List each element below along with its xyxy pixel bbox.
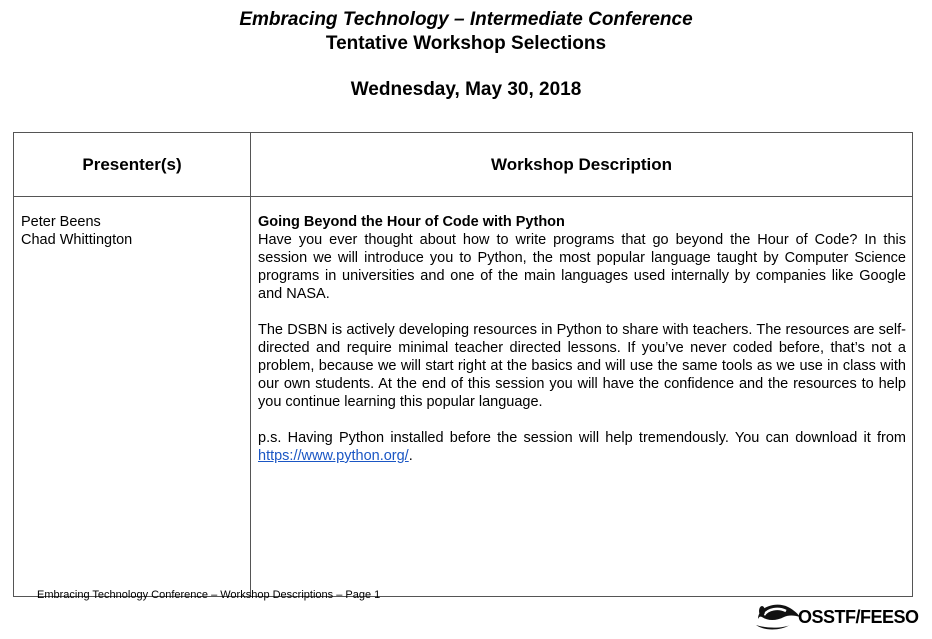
description-paragraph: Have you ever thought about how to write programs that go beyond the Hour of Code? In this session we will introduce you to Python, the most popular language taught by Computer Science programs in universities and one of the main languages used internally by companies like Google and NASA. [258, 232, 906, 302]
workshop-title: Going Beyond the Hour of Code with Python [258, 214, 565, 230]
table-row [14, 197, 913, 597]
osstf-logo [754, 595, 929, 635]
table-header-row [14, 133, 913, 197]
download-note [258, 429, 906, 465]
logo-text: OSSTF/FEESO [798, 607, 919, 627]
presenters-cell [14, 197, 251, 597]
presenter-name: Peter Beens [21, 214, 101, 230]
description-paragraph: The DSBN is actively developing resources in Python to share with teachers. The resources are self-directed and require minimal teacher directed lessons. If you’ve never coded before, that’s not a problem, because we will start right at the basics and will use the same tools as we use in class with our own students. At the end of this session you will have the confidence and the resources to help you continue learning this popular language. [258, 322, 906, 410]
presenters-header: Presenter(s) [14, 133, 251, 197]
page-footer: Embracing Technology Conference – Workshop Descriptions – Page 1 [37, 589, 381, 601]
workshop-table [13, 132, 913, 597]
presenter-name: Chad Whittington [21, 232, 133, 248]
session-date: Wednesday, May 30, 2018 [350, 79, 582, 100]
description-header: Workshop Description [251, 133, 913, 197]
lamp-of-learning-icon [754, 595, 802, 635]
description-cell [251, 197, 913, 597]
document-subtitle: Tentative Workshop Selections [325, 33, 607, 54]
download-note-end: . [408, 448, 413, 464]
conference-title: Embracing Technology – Intermediate Conference [239, 9, 693, 30]
python-download-link[interactable]: https://www.python.org/ [258, 448, 409, 464]
download-note-text: p.s. Having Python installed before the session will help tremendously. You can download it from [258, 430, 906, 446]
